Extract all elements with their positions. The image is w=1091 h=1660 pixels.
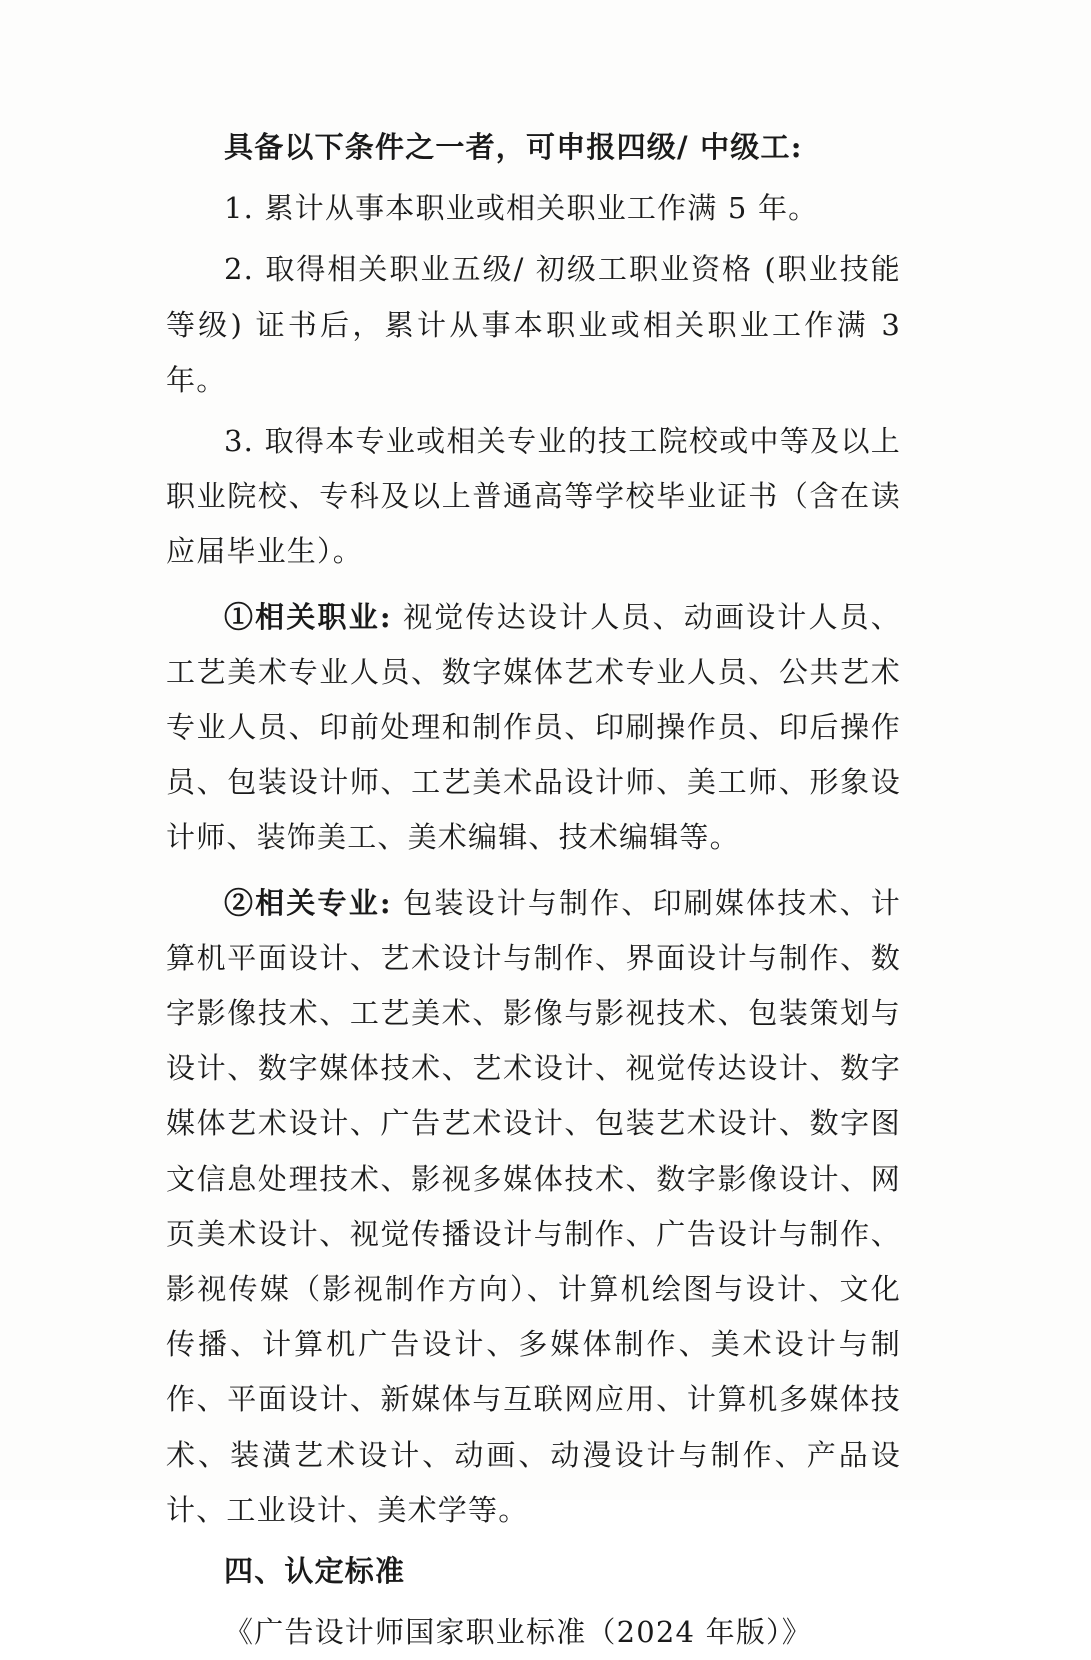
standard-reference: 《广告设计师国家职业标准（2024 年版）》 bbox=[224, 1615, 812, 1650]
condition-heading: 具备以下条件之一者，可申报四级/ 中级工: bbox=[224, 130, 803, 164]
condition-item-1: 1. 累计从事本职业或相关职业工作满 5 年。 bbox=[224, 191, 819, 226]
related-jobs-paragraph bbox=[166, 590, 901, 866]
related-jobs-text: 视觉传达设计人员、动画设计人员、工艺美术专业人员、数字媒体艺术专业人员、公共艺术专业人员、印前处理和制作员、印刷操作员、印后操作员、包装设计师、工艺美术品设计师、美工师、形象设计师、装饰美工、美术编辑、技术编辑等。 bbox=[166, 599, 901, 855]
section-4-heading: 四、认定标准 bbox=[224, 1554, 406, 1589]
condition-item-2: 2. 取得相关职业五级/ 初级工职业资格 (职业技能等级) 证书后，累计从事本职业或相关职业工作满 3 年。 bbox=[166, 252, 901, 397]
document-body bbox=[166, 120, 901, 1660]
related-jobs-label: ①相关职业: bbox=[224, 599, 392, 634]
condition-item-3: 3. 取得本专业或相关专业的技工院校或中等及以上职业院校、专科及以上普通高等学校毕业证书（含在读应届毕业生）。 bbox=[166, 424, 901, 569]
related-majors-label: ②相关专业: bbox=[224, 885, 392, 920]
related-majors-text: 包装设计与制作、印刷媒体技术、计算机平面设计、艺术设计与制作、界面设计与制作、数字影像技术、工艺美术、影像与影视技术、包装策划与设计、数字媒体技术、艺术设计、视觉传达设计、数字媒体艺术设计、广告艺术设计、包装艺术设计、数字图文信息处理技术、影视多媒体技术、数字影像设计、网页美术设计、视觉传播设计与制作、广告设计与制作、影视传媒（影视制作方向）、计算机绘图与设计、文化传播、计算机广告设计、多媒体制作、美术设计与制作、平面设计、新媒体与互联网应用、计算机多媒体技术、装潢艺术设计、动画、动漫设计与制作、产品设计、工业设计、美术学等。 bbox=[166, 885, 901, 1527]
related-majors-paragraph bbox=[166, 876, 901, 1538]
